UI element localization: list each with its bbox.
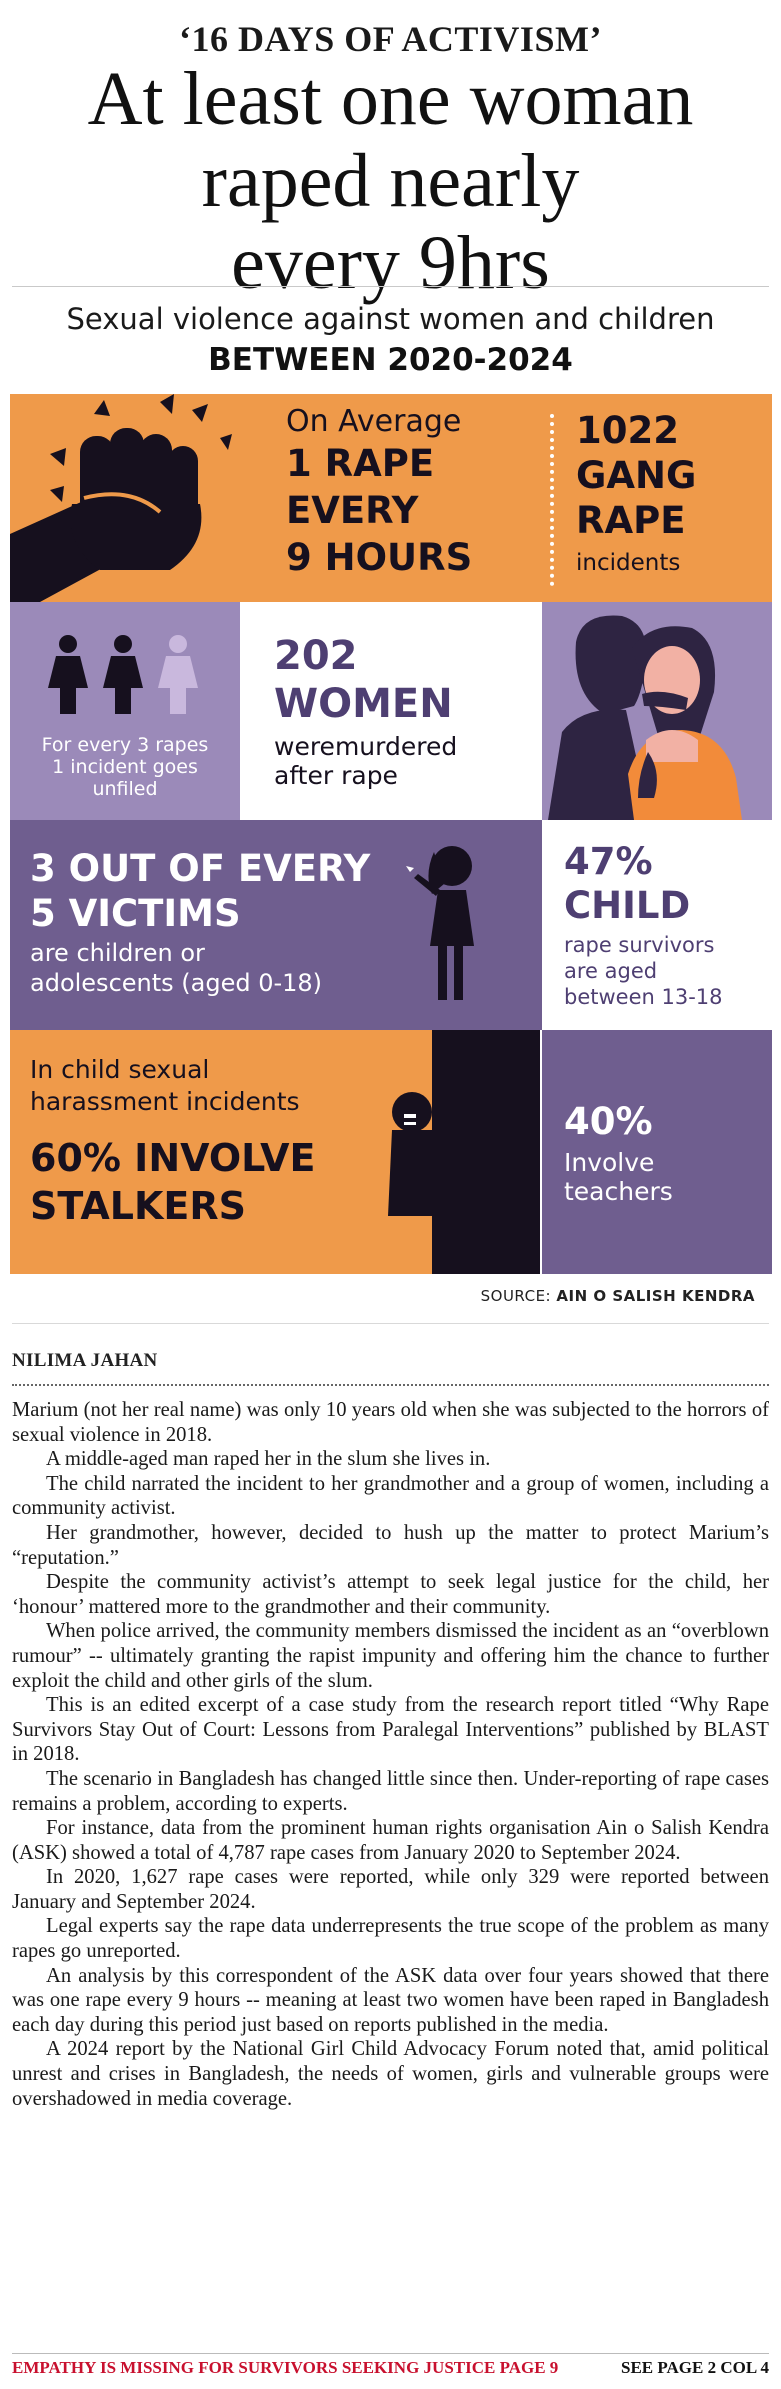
murdered-text: [274, 732, 457, 790]
footer-divider: [12, 2353, 769, 2354]
panel-unfiled: [10, 602, 240, 820]
infographic-subtitle: Sexual violence against women and children: [66, 302, 715, 336]
murdered-line2: WOMEN: [274, 681, 453, 727]
gang-line3: RAPE: [576, 499, 686, 542]
teachers-num: 40%: [564, 1100, 653, 1143]
children-line2: 5 VICTIMS: [30, 892, 241, 935]
child-num: 47%: [564, 840, 653, 883]
raised-fist-icon: [10, 394, 250, 602]
panel-divider: [550, 414, 554, 586]
source-credit: [0, 1287, 755, 1305]
headline: [0, 58, 781, 304]
girl-silhouette-icon: [404, 834, 494, 1014]
paragraph-11: Legal experts say the rape data underrepresents the true scope of the problem as many rapes go unreported.: [12, 1915, 769, 1963]
gang-num: 1022: [576, 409, 679, 452]
unfiled-line2: 1 incident goes: [52, 756, 198, 778]
murdered-line4: after rape: [274, 761, 398, 790]
paragraph-12: An analysis by this correspondent of the ASK data over four years showed that there was one rape every 9 hours -- meaning at least two women have been raped in Bangladesh each day during this period just based on reports published in the media.: [12, 1964, 769, 2036]
paragraph-13: A 2024 report by the National Girl Child Advocacy Forum noted that, amid political unrest and crises in Bangladesh, the needs of women, girls and vulnerable groups were overshadowed in media coverage.: [12, 2038, 769, 2110]
murdered-figure: [274, 632, 453, 728]
teachers-line2: Involve: [564, 1148, 655, 1177]
headline-line-1: At least one woman: [87, 57, 694, 141]
stalkers-line1: In child sexual: [30, 1055, 210, 1084]
panel-victim-illustration: [542, 602, 772, 820]
panel-average: [10, 394, 772, 602]
gang-line2: GANG: [576, 454, 697, 497]
panel-murdered: [240, 602, 542, 820]
panel-children: [10, 820, 542, 1030]
kicker: ‘16 DAYS OF ACTIVISM’: [179, 19, 602, 59]
child-line4: are aged: [564, 959, 658, 983]
footer-continue-link[interactable]: SEE PAGE 2 COL 4: [621, 2358, 769, 2377]
gang-line4: incidents: [576, 550, 681, 576]
footer-jump-link[interactable]: EMPATHY IS MISSING FOR SURVIVORS SEEKING JUSTICE PAGE 9: [12, 2358, 559, 2377]
section-divider: [12, 1323, 769, 1324]
teachers-text: [564, 1148, 673, 1206]
avg-figure: [286, 440, 472, 581]
paragraph-1: Marium (not her real name) was only 10 years old when she was subjected to the horrors of sexual violence in 2018.: [12, 1399, 769, 1446]
paragraph-5: Despite the community activist’s attempt to seek legal justice for the child, her ‘honour’ mattered more to the grandmother and their community.: [12, 1571, 769, 1618]
child-line2: CHILD: [564, 884, 691, 927]
paragraph-8: The scenario in Bangladesh has changed little since then. Under-reporting of rape cases remains a problem, according to experts.: [12, 1767, 769, 1815]
child-text: [564, 932, 723, 1010]
byline-divider: [12, 1384, 769, 1386]
panel-stalkers: [10, 1030, 432, 1274]
stalkers-text: [30, 1054, 300, 1118]
footer: [12, 2358, 769, 2378]
unfiled-line3: unfiled: [92, 778, 158, 800]
paragraph-6: When police arrived, the community members dismissed the incident as an “overblown rumour” -- ultimately granting the rapist impunity and offering him the chance to further exploit the child and other girls of the slum.: [12, 1620, 769, 1692]
paragraph-4: Her grandmother, however, decided to hush up the matter to protect Marium’s “reputation.”: [12, 1521, 769, 1569]
children-line3: are children or: [30, 939, 205, 967]
paragraph-9: For instance, data from the prominent human rights organisation Ain o Salish Kendra (ASK) showed a total of 4,787 rape cases from January 2020 to September 2024.: [12, 1817, 769, 1864]
stalker-figure-icon: [382, 1086, 432, 1216]
avg-line2: 1 RAPE: [286, 442, 435, 485]
child-figure: [564, 840, 690, 928]
source-name: AIN O SALISH KENDRA: [556, 1287, 755, 1305]
child-line5: between 13-18: [564, 985, 723, 1009]
avg-line4: 9 HOURS: [286, 536, 473, 579]
paragraph-7: This is an edited excerpt of a case study from the research report titled “Why Rape Survivors Stay Out of Court: Lessons from Paralegal Interventions” published by BLAST in 2018.: [12, 1694, 769, 1766]
source-label: SOURCE:: [480, 1287, 552, 1305]
stalkers-figure: [30, 1134, 316, 1230]
panel-child-survivors: [542, 820, 772, 1030]
paragraph-10: In 2020, 1,627 rape cases were reported, while only 329 were reported between January and September 2024.: [12, 1866, 769, 1913]
infographic: [10, 394, 772, 1274]
avg-line3: EVERY: [286, 489, 419, 532]
article-body: [12, 1398, 769, 2111]
top-divider: [12, 286, 769, 287]
infographic-period: BETWEEN 2020-2024: [208, 342, 573, 378]
children-line1: 3 OUT OF EVERY: [30, 847, 371, 890]
paragraph-3: The child narrated the incident to her grandmother and a group of women, including a community activist.: [12, 1472, 769, 1520]
avg-line1: On Average: [286, 404, 462, 439]
stalkers-line3: 60% INVOLVE: [30, 1136, 316, 1180]
gang-figure: [576, 408, 696, 543]
murdered-num: 202: [274, 633, 358, 679]
headline-line-3: every 9hrs: [231, 221, 550, 305]
panel-teachers: [542, 1030, 772, 1274]
victim-illustration-icon: [542, 602, 772, 820]
children-text: [30, 938, 322, 998]
dark-doorway: [432, 1030, 540, 1274]
byline: NILIMA JAHAN: [12, 1350, 158, 1371]
headline-line-2: raped nearly: [201, 139, 580, 223]
women-figures-icon: [48, 634, 198, 716]
murdered-line3: weremurdered: [274, 732, 458, 761]
paragraph-2: A middle-aged man raped her in the slum she lives in.: [46, 1448, 491, 1471]
child-line3: rape survivors: [564, 933, 715, 957]
stalkers-line2: harassment incidents: [30, 1087, 300, 1116]
teachers-line3: teachers: [564, 1177, 673, 1206]
unfiled-line1: For every 3 rapes: [41, 734, 209, 756]
children-figure: [30, 846, 370, 936]
children-line4: adolescents (aged 0-18): [30, 969, 323, 997]
stalkers-line4: STALKERS: [30, 1184, 246, 1228]
unfiled-text: [10, 734, 240, 800]
